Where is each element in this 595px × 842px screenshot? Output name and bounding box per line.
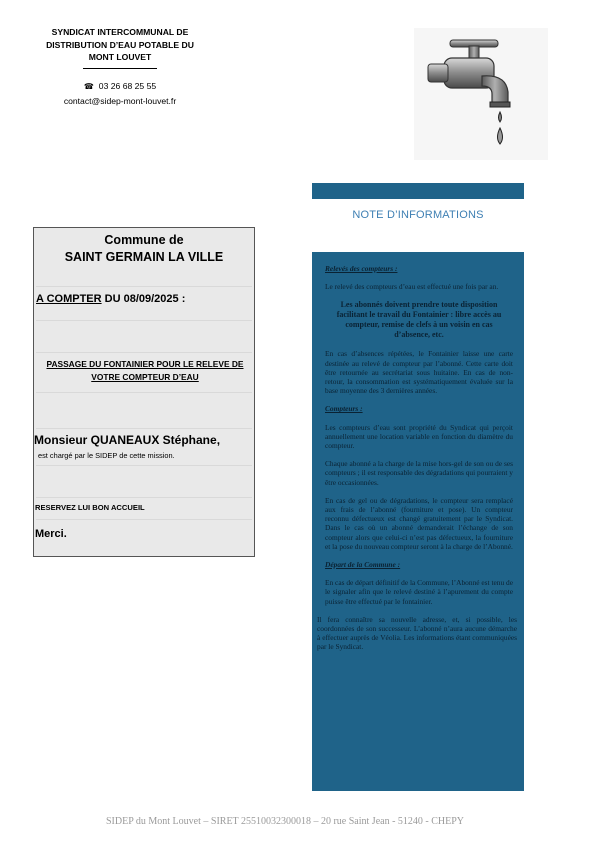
org-name-line-3: MONT LOUVET — [88, 52, 152, 62]
thanks: Merci. — [35, 528, 67, 540]
section-title-releves: Relevés des compteurs : — [325, 264, 398, 273]
commune-label: Commune de — [104, 233, 184, 247]
org-name-line-1: SYNDICAT INTERCOMMUNAL DE — [51, 27, 189, 37]
org-phone — [20, 79, 220, 94]
commune-name: SAINT GERMAIN LA VILLE — [64, 250, 224, 264]
phone-number: 03 26 68 25 55 — [98, 80, 157, 91]
faucet-icon — [414, 28, 548, 160]
agent-name-value: QUANEAUX Stéphane, — [90, 433, 221, 447]
box-divider — [36, 286, 252, 287]
compteurs-paragraph-2: Chaque abonné a la charge de la mise hors-gel de son ou de ses compteurs ; il est responsable des dégradations qui pourraient y être occasionnées. — [325, 459, 513, 487]
passage-line-2: VOTRE COMPTEUR D’EAU — [91, 371, 199, 382]
box-divider — [36, 320, 252, 321]
header-bar — [312, 183, 524, 199]
compteurs-paragraph-3: En cas de gel ou de dégradations, le compteur sera remplacé aux frais de l’abonné (fourniture et pose). Un compteur reconnu défectueux est changé gratuitement par le Syndicat. Dans le cas où un abonné demanderait l’échange de son compteur alors que celui-ci n’est pas défectueux, la fourniture et la pose du nouveau compteur seront à la charge de l’Abonné. — [325, 495, 513, 551]
footer: SIDEP du Mont Louvet – SIRET 25510032300018 – 20 rue Saint Jean - 51240 - CHEPY — [105, 816, 465, 827]
agent-role: est chargé par le SIDEP de cette mission. — [38, 451, 175, 460]
org-header — [20, 26, 220, 108]
agent-name — [34, 433, 220, 447]
passage-line-1: PASSAGE DU FONTAINIER POUR LE RELEVE DE — [46, 359, 244, 369]
commune-heading — [33, 232, 255, 266]
releves-paragraph-1: Le relevé des compteurs d’eau est effectué une fois par an. — [325, 282, 499, 292]
box-divider — [36, 465, 252, 466]
section-title-depart: Départ de la Commune : — [325, 560, 401, 570]
box-divider — [36, 352, 252, 353]
date-prefix: A COMPTER — [36, 293, 102, 305]
releves-paragraph-2: Les abonnés doivent prendre toute disposition facilitant le travail du Fontainier : libre accès au compteur, remise de clefs à un voisin en cas d’absence, etc. — [336, 300, 502, 340]
section-title-compteurs: Compteurs : — [325, 404, 363, 414]
compteurs-paragraph-1: Les compteurs d’eau sont propriété du Syndicat qui perçoit annuellement une location variable en fonction du diamètre du compteur. — [325, 422, 513, 451]
date-rest: DU 08/09/2025 : — [101, 293, 186, 305]
info-text — [317, 264, 517, 661]
box-divider — [36, 519, 252, 520]
depart-paragraph-1: En cas de départ définitif de la Commune, l’Abonné est tenu de le signaler afin que le relevé destiné à l’apurement du compte puisse être effectué par le fontainier. — [325, 578, 513, 606]
depart-paragraph-2: Il fera connaître sa nouvelle adresse, et, si possible, les coordonnées de son successeur. L’abonné n’aura aucune démarche à effectuer auprès de Véolia. Les informations étant communiquées par le Syndicat. — [317, 614, 517, 652]
agent-name-prefix: Monsieur — [34, 433, 91, 447]
box-divider — [36, 392, 252, 393]
passage-notice — [36, 358, 254, 383]
box-divider — [36, 428, 252, 429]
org-divider — [83, 68, 157, 69]
box-divider — [36, 497, 252, 498]
org-name-line-2: DISTRIBUTION D’EAU POTABLE DU — [46, 39, 194, 50]
releves-paragraph-3: En cas d’absences répétées, le Fontainier laisse une carte destinée au relevé de compteur par l’abonné. Cette carte doit être retournée au secrétariat sous huitaine. En cas de non-retour, la consommation est systématiquement évaluée sur la base moyenne des 3 dernières années. — [325, 349, 513, 396]
org-email[interactable]: contact@sidep-mont-louvet.fr — [63, 95, 177, 106]
phone-icon: ☎ — [83, 81, 94, 91]
reserve-note: RESERVEZ LUI BON ACCUEIL — [35, 503, 145, 512]
effective-date — [36, 293, 185, 305]
note-title: NOTE D’INFORMATIONS — [352, 209, 484, 221]
